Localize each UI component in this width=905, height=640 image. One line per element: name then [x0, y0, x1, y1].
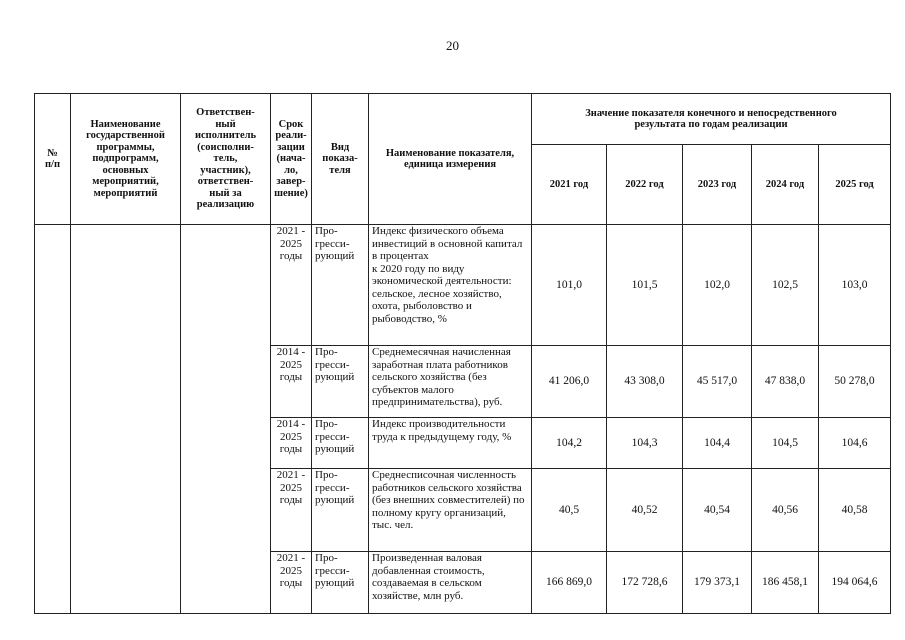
cell-value: 40,52	[607, 469, 683, 552]
cell-value: 102,0	[683, 225, 752, 346]
table-row	[35, 225, 891, 346]
cell-program-empty	[71, 225, 181, 614]
cell-value: 101,0	[532, 225, 607, 346]
header-term: Срок реали- зации (нача- ло, завер- шение)	[271, 94, 312, 225]
header-year: 2025 год	[819, 145, 891, 225]
header-values-title: Значение показателя конечного и непосредственного результата по годам реализации	[532, 94, 891, 145]
cell-value: 103,0	[819, 225, 891, 346]
cell-value: 40,5	[532, 469, 607, 552]
cell-value: 186 458,1	[752, 552, 819, 614]
header-year: 2023 год	[683, 145, 752, 225]
cell-value: 50 278,0	[819, 346, 891, 418]
cell-type: Про- гресси- рующий	[312, 346, 369, 418]
cell-term: 2021 - 2025 годы	[271, 225, 312, 346]
cell-type: Про- гресси- рующий	[312, 469, 369, 552]
indicators-table	[34, 93, 891, 614]
cell-type: Про- гресси- рующий	[312, 418, 369, 469]
header-indicator: Наименование показателя, единица измерения	[369, 94, 532, 225]
cell-indicator: Индекс физического объема инвестиций в основной капитал в процентах к 2020 году по виду экономической деятельности: сельское, лесное хозяйство, охота, рыболовство и рыбоводство, %	[369, 225, 532, 346]
cell-indicator: Индекс производительности труда к предыдущему году, %	[369, 418, 532, 469]
cell-indicator: Среднесписочная численность работников сельского хозяйства (без внешних совместителей) по полному кругу организаций, тыс. чел.	[369, 469, 532, 552]
header-year: 2024 год	[752, 145, 819, 225]
cell-type: Про- гресси- рующий	[312, 552, 369, 614]
cell-value: 194 064,6	[819, 552, 891, 614]
cell-value: 172 728,6	[607, 552, 683, 614]
cell-value: 104,6	[819, 418, 891, 469]
header-executor: Ответствен- ный исполнитель (соисполни- тель, участник), ответствен- ный за реализацию	[181, 94, 271, 225]
cell-term: 2021 - 2025 годы	[271, 469, 312, 552]
header-year: 2021 год	[532, 145, 607, 225]
page-number: 20	[446, 38, 459, 53]
cell-value: 104,2	[532, 418, 607, 469]
cell-value: 43 308,0	[607, 346, 683, 418]
cell-indicator: Среднемесячная начисленная заработная плата работников сельского хозяйства (без субъектов малого предпринимательства), руб.	[369, 346, 532, 418]
cell-value: 101,5	[607, 225, 683, 346]
cell-value: 104,4	[683, 418, 752, 469]
cell-value: 179 373,1	[683, 552, 752, 614]
cell-value: 40,58	[819, 469, 891, 552]
cell-value: 40,54	[683, 469, 752, 552]
cell-value: 166 869,0	[532, 552, 607, 614]
header-program: Наименование государственной программы, подпрограмм, основных мероприятий, мероприятий	[71, 94, 181, 225]
cell-value: 41 206,0	[532, 346, 607, 418]
cell-value: 45 517,0	[683, 346, 752, 418]
cell-term: 2014 - 2025 годы	[271, 418, 312, 469]
cell-value: 104,5	[752, 418, 819, 469]
cell-executor-empty	[181, 225, 271, 614]
header-year: 2022 год	[607, 145, 683, 225]
cell-type: Про- гресси- рующий	[312, 225, 369, 346]
cell-value: 102,5	[752, 225, 819, 346]
cell-value: 47 838,0	[752, 346, 819, 418]
cell-indicator: Произведенная валовая добавленная стоимость, создаваемая в сельском хозяйстве, млн руб.	[369, 552, 532, 614]
cell-value: 104,3	[607, 418, 683, 469]
cell-term: 2014 - 2025 годы	[271, 346, 312, 418]
cell-term: 2021 - 2025 годы	[271, 552, 312, 614]
cell-value: 40,56	[752, 469, 819, 552]
header-num: № п/п	[35, 94, 71, 225]
cell-num-empty	[35, 225, 71, 614]
header-type: Вид показа- теля	[312, 94, 369, 225]
